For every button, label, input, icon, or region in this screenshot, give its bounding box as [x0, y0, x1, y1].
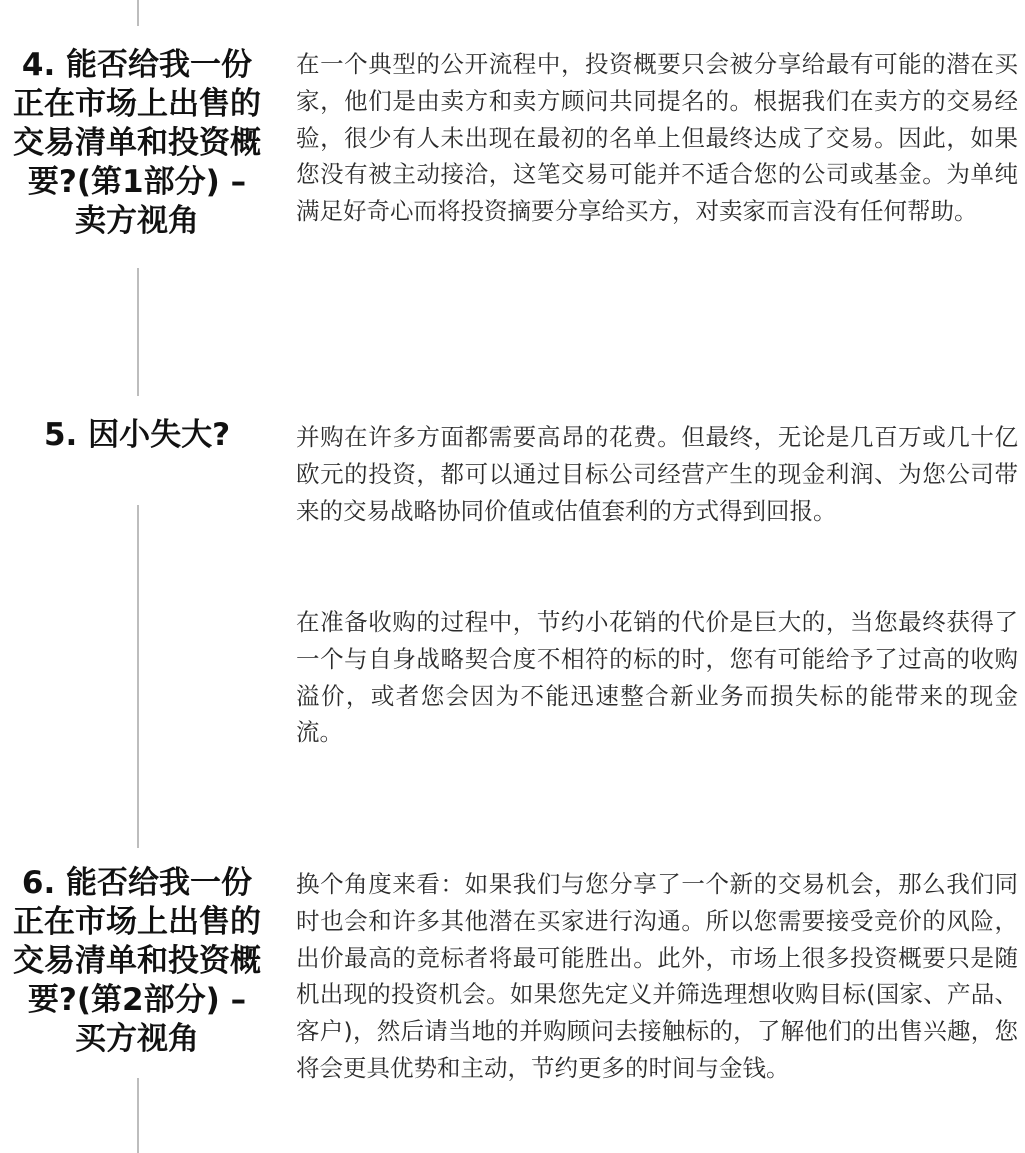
timeline-line-top: [137, 0, 139, 26]
section-heading: 5. 因小失大?: [43, 417, 231, 453]
timeline-line-1: [137, 268, 139, 396]
timeline-line-bottom: [137, 1078, 139, 1153]
section-heading: 4. 能否给我一份正在市场上出售的交易清单和投资概要?(第1部分) – 卖方视角: [13, 47, 261, 239]
section-paragraph: 并购在许多方面都需要高昂的花费。但最终，无论是几百万或几十亿欧元的投资，都可以通过目标公司经营产生的现金利润、为您公司带来的交易战略协同价值或估值套利的方式得到回报。: [296, 423, 1018, 525]
section-paragraph: 换个角度来看：如果我们与您分享了一个新的交易机会，那么我们同时也会和许多其他潜在买家进行沟通。所以您需要接受竞价的风险，出价最高的竞标者将最可能胜出。此外，市场上很多投资概要只是随机出现的投资机会。如果您先定义并筛选理想收购目标(国家、产品、客户)，然后请当地的并购顾问去接触标的，了解他们的出售兴趣，您将会更具优势和主动，节约更多的时间与金钱。: [296, 870, 1018, 1082]
timeline-line-2: [137, 505, 139, 848]
section-heading: 6. 能否给我一份正在市场上出售的交易清单和投资概要?(第2部分) – 买方视角: [13, 865, 261, 1057]
section-paragraph: 在一个典型的公开流程中，投资概要只会被分享给最有可能的潜在买家，他们是由卖方和卖方顾问共同提名的。根据我们在卖方的交易经验，很少有人未出现在最初的名单上但最终达成了交易。因此，如果您没有被主动接洽，这笔交易可能并不适合您的公司或基金。为单纯满足好奇心而将投资摘要分享给买方，对卖家而言没有任何帮助。: [296, 50, 1018, 226]
section-paragraph: 在准备收购的过程中，节约小花销的代价是巨大的，当您最终获得了一个与自身战略契合度不相符的标的时，您有可能给予了过高的收购溢价，或者您会因为不能迅速整合新业务而损失标的能带来的现金流。: [296, 608, 1018, 747]
